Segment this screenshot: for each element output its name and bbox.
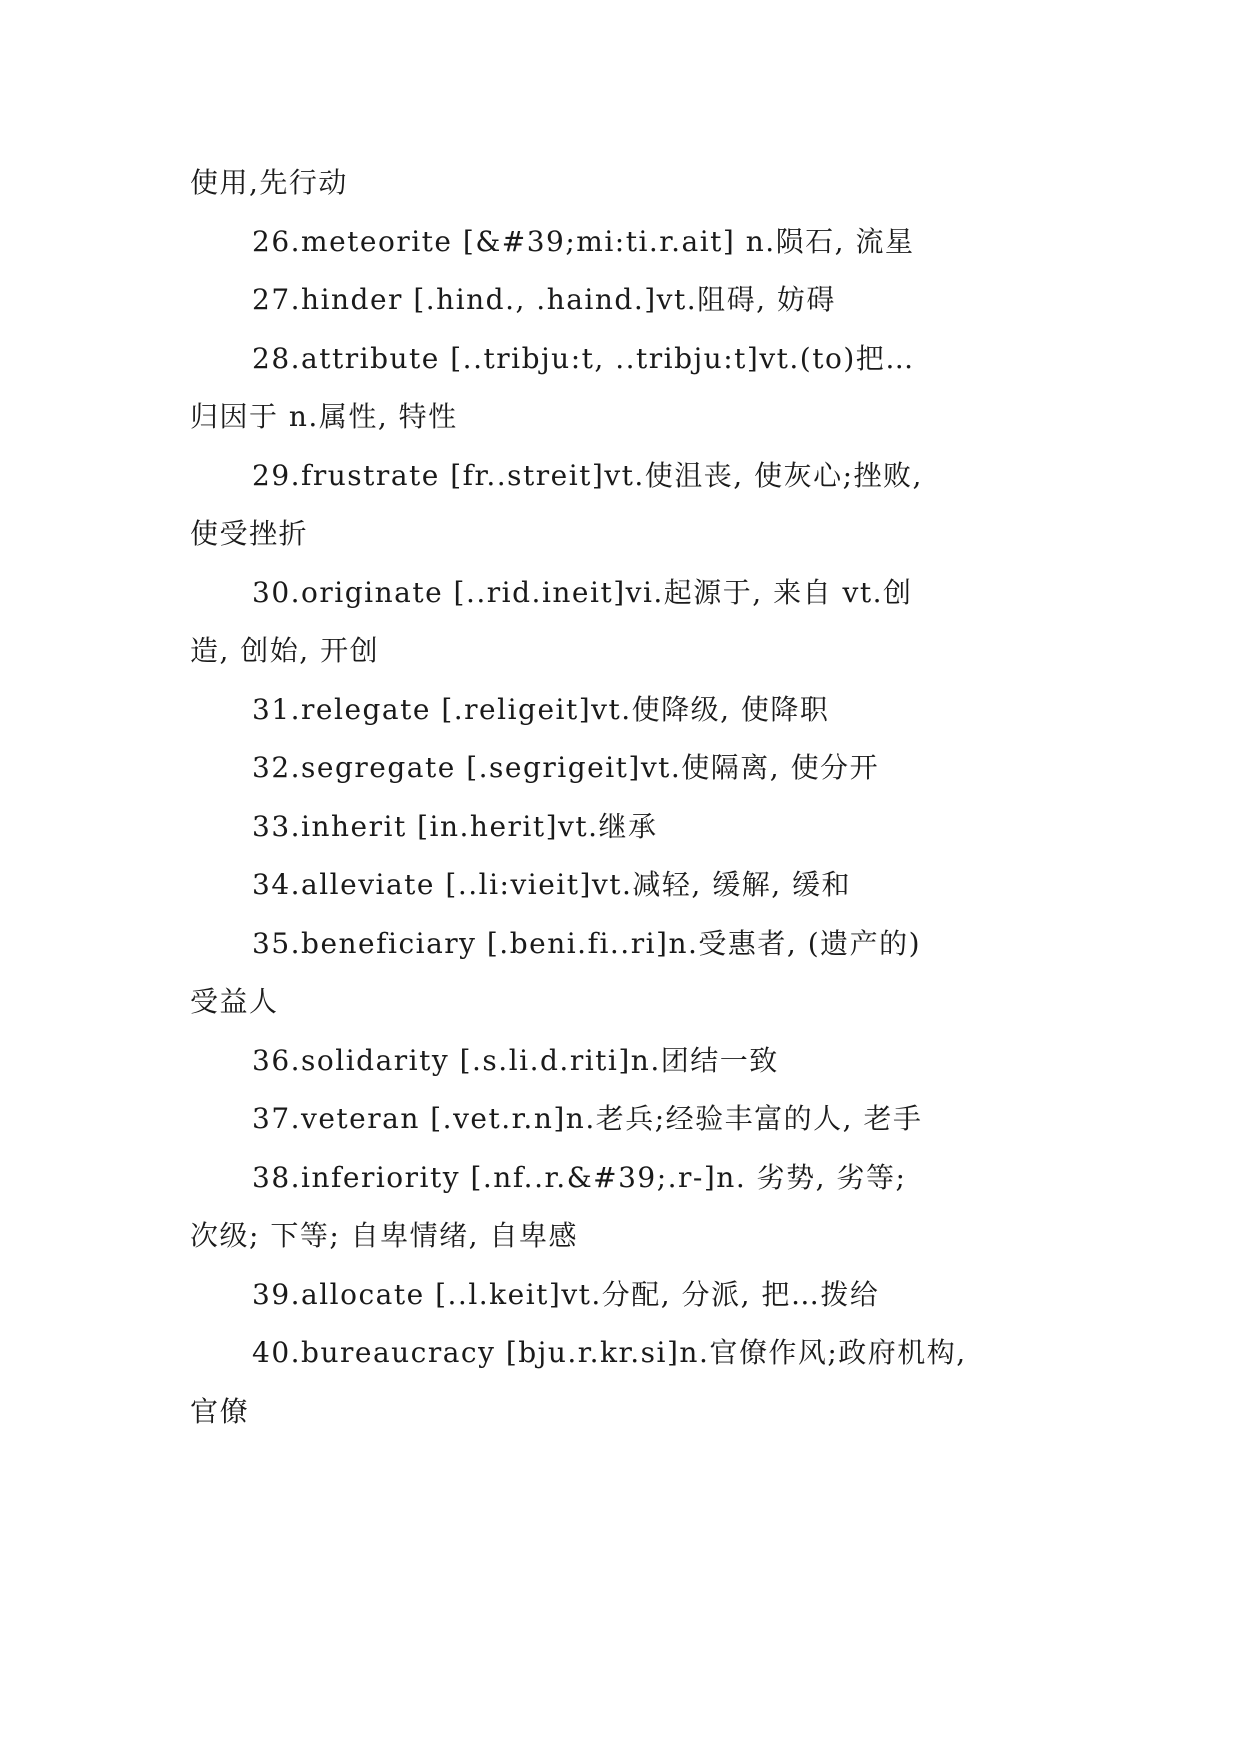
text-line: 29.frustrate [fr..streit]vt.使沮丧, 使灰心;挫败, (252, 458, 923, 492)
text-line: 造, 创始, 开创 (190, 634, 380, 667)
text-line: 31.relegate [.religeit]vt.使降级, 使降职 (252, 692, 830, 726)
text-line: 次级; 下等; 自卑情绪, 自卑感 (190, 1219, 578, 1252)
text-line: 32.segregate [.segrigeit]vt.使隔离, 使分开 (252, 751, 880, 784)
text-line: 34.alleviate [..li:vieit]vt.减轻, 缓解, 缓和 (252, 868, 852, 901)
text-line: 38.inferiority [.nf..r.&#39;.r-]n. 劣势, 劣等; (252, 1160, 907, 1194)
text-line: 受益人 (190, 985, 279, 1018)
text-line: 归因于 n.属性, 特性 (190, 400, 458, 433)
text-line: 28.attribute [..tribju:t, ..tribju:t]vt.(to)把… (252, 341, 915, 375)
text-line: 33.inherit [in.herit]vt.继承 (252, 809, 658, 843)
text-line: 36.solidarity [.s.li.d.riti]n.团结一致 (252, 1043, 779, 1077)
text-line: 40.bureaucracy [bju.r.kr.si]n.官僚作风;政府机构, (252, 1336, 967, 1369)
text-line: 30.originate [..rid.ineit]vi.起源于, 来自 vt.创 (252, 575, 913, 609)
text-line: 37.veteran [.vet.r.n]n.老兵;经验丰富的人, 老手 (252, 1102, 923, 1135)
text-line: 35.beneficiary [.beni.fi..ri]n.受惠者, (遗产的) (252, 926, 922, 960)
text-line: 使受挫折 (190, 517, 309, 550)
text-line: 官僚 (190, 1394, 250, 1428)
text-line: 27.hinder [.hind., .haind.]vt.阻碍, 妨碍 (252, 283, 836, 316)
vocabulary-list (190, 154, 1070, 1441)
text-line: 39.allocate [..l.keit]vt.分配, 分派, 把…拨给 (252, 1277, 880, 1311)
text-line: 使用,先行动 (190, 166, 348, 199)
text-line: 26.meteorite [&#39;mi:ti.r.ait] n.陨石, 流星 (252, 224, 915, 258)
